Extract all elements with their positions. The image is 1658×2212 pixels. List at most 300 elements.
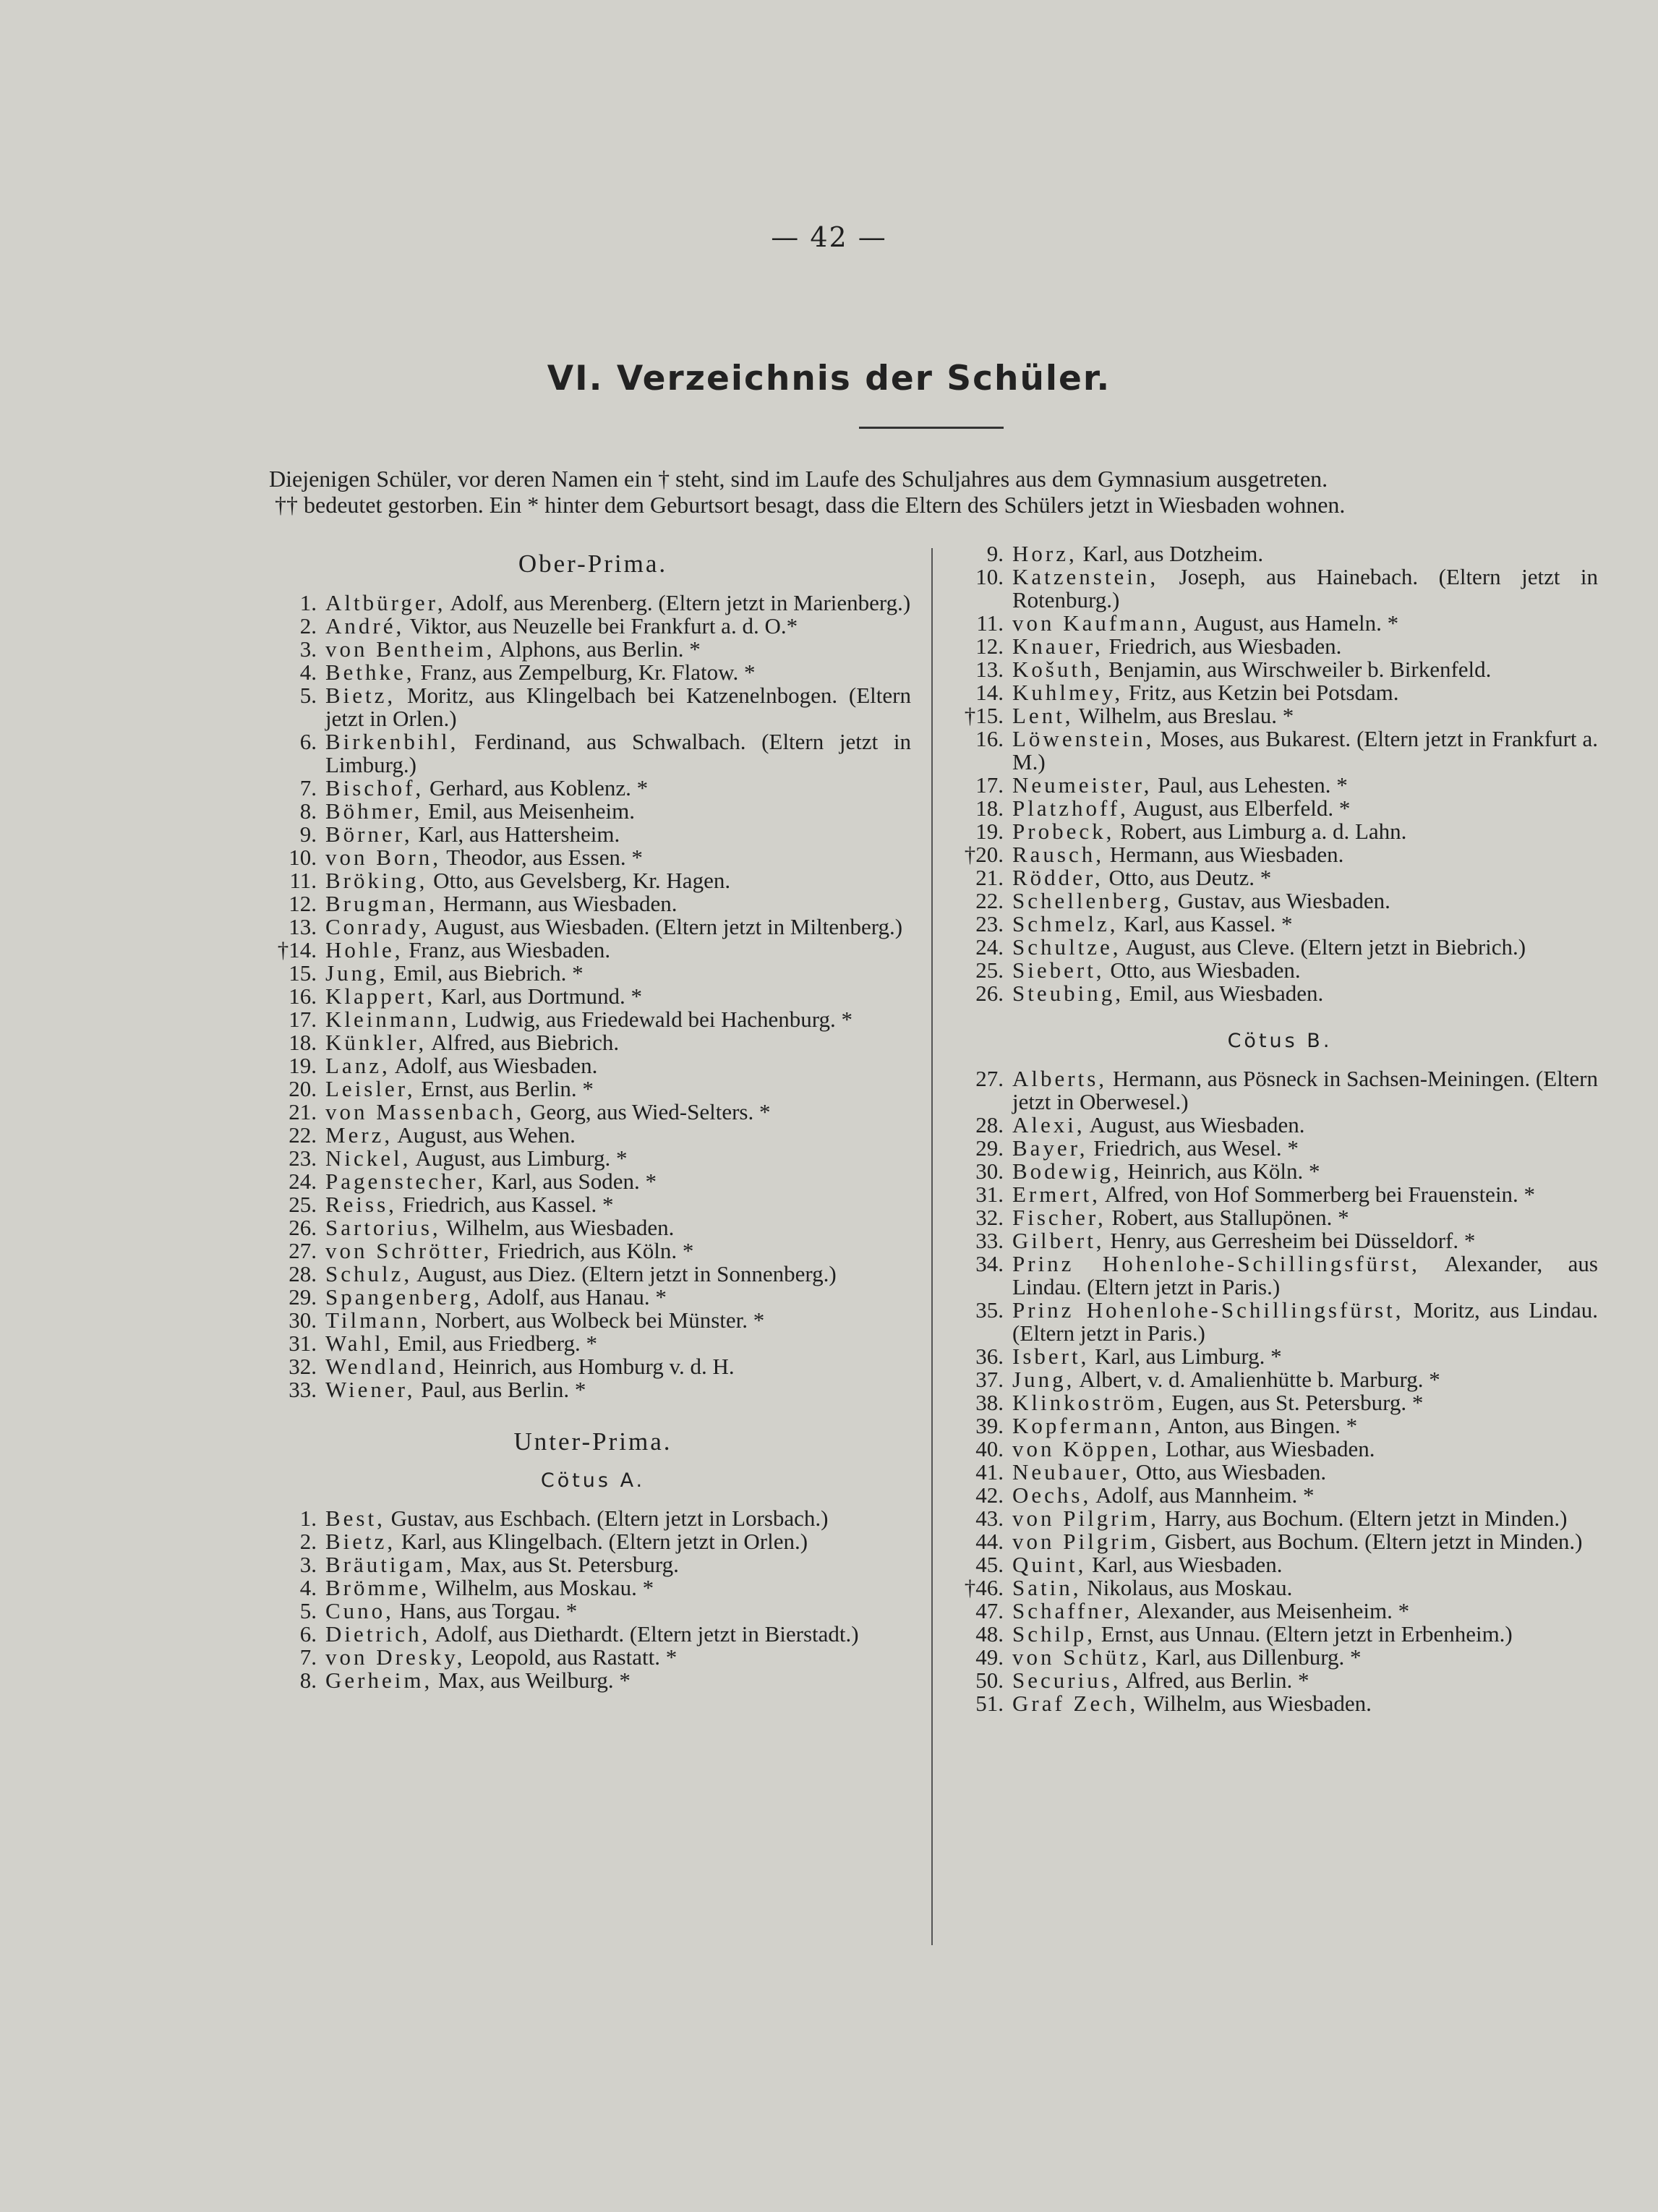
- student-name: Löwenstein,: [1012, 726, 1155, 751]
- entry-number: 27.: [975, 1066, 1004, 1091]
- entry-text: [1012, 727, 1598, 774]
- list-item: [275, 1576, 911, 1600]
- student-name: Schulz,: [325, 1261, 413, 1286]
- student-name: Fischer,: [1012, 1205, 1106, 1230]
- student-details: Wilhelm, aus Wiesbaden.: [1138, 1691, 1372, 1716]
- student-details: Moritz, aus Lindau. (Eltern jetzt in Paris.): [1012, 1297, 1598, 1346]
- list-item: [275, 915, 911, 939]
- entry-number: 38.: [975, 1390, 1004, 1415]
- student-details: Adolf, aus Wiesbaden.: [390, 1053, 598, 1078]
- entry-text: [1012, 1438, 1598, 1461]
- list-item: [962, 1484, 1598, 1507]
- student-details: Wilhelm, aus Breslau. *: [1073, 703, 1294, 728]
- student-details: Paul, aus Lehesten. *: [1152, 772, 1348, 798]
- student-details: Anton, aus Bingen. *: [1163, 1413, 1358, 1438]
- entry-text: [1012, 843, 1598, 866]
- student-details: August, aus Diez. (Eltern jetzt in Sonnenberg.): [412, 1261, 837, 1286]
- entry-number: 43.: [975, 1506, 1004, 1531]
- entry-text: [325, 869, 911, 892]
- entry-number: 39.: [975, 1413, 1004, 1438]
- entry-text: [325, 1263, 911, 1286]
- entry-number: 11.: [976, 610, 1004, 636]
- entry-text: [325, 1553, 911, 1576]
- student-details: Heinrich, aus Köln. *: [1121, 1158, 1320, 1184]
- student-name: Pagenstecher,: [325, 1169, 487, 1194]
- student-details: Nikolaus, aus Moskau.: [1081, 1575, 1293, 1600]
- list-item: [962, 1252, 1598, 1299]
- entry-number: 19.: [289, 1053, 317, 1078]
- list-item: [275, 869, 911, 892]
- student-name: Schmelz,: [1012, 911, 1119, 936]
- list-item: [275, 1193, 911, 1216]
- list-item: [962, 635, 1598, 658]
- list-item: [962, 1553, 1598, 1576]
- entry-text: [1012, 1530, 1598, 1553]
- entry-text: [325, 846, 911, 869]
- list-item: [962, 1114, 1598, 1137]
- entry-number: 48.: [975, 1621, 1004, 1647]
- entry-number: 24.: [975, 934, 1004, 960]
- list-item: [962, 982, 1598, 1005]
- entry-number: 5.: [299, 683, 317, 708]
- student-details: Georg, aus Wied-Selters. *: [524, 1099, 771, 1124]
- list-item: [962, 612, 1598, 635]
- student-details: Theodor, aus Essen. *: [441, 845, 643, 870]
- entry-text: [325, 1378, 911, 1401]
- student-name: Bischof,: [325, 775, 424, 800]
- list-item: [275, 661, 911, 684]
- list-item: [275, 1553, 911, 1576]
- student-name: Wiener,: [325, 1377, 416, 1402]
- entry-text: [1012, 1623, 1598, 1646]
- entry-number: 29.: [289, 1284, 317, 1310]
- list-item: [962, 1461, 1598, 1484]
- student-name: Börner,: [325, 821, 413, 847]
- entry-number: 19.: [975, 819, 1004, 844]
- student-name: Nickel,: [325, 1145, 411, 1171]
- student-details: Gustav, aus Eschbach. (Eltern jetzt in Lorsbach.): [385, 1506, 829, 1531]
- entry-text: [1012, 542, 1598, 565]
- list-item: [275, 1378, 911, 1401]
- entry-text: [1012, 1576, 1598, 1600]
- list-item: [275, 985, 911, 1008]
- student-details: Robert, aus Limburg a. d. Lahn.: [1114, 819, 1407, 844]
- list-item: [962, 1414, 1598, 1438]
- student-details: Franz, aus Wiesbaden.: [403, 937, 611, 962]
- student-details: Adolf, aus Diethardt. (Eltern jetzt in Bierstadt.): [430, 1621, 859, 1647]
- student-name: Lanz,: [325, 1053, 390, 1078]
- student-details: Ernst, aus Berlin. *: [415, 1076, 594, 1101]
- entry-number: 47.: [975, 1598, 1004, 1623]
- list-item: [962, 1507, 1598, 1530]
- entry-text: [1012, 1229, 1598, 1252]
- list-item: [962, 1646, 1598, 1669]
- student-details: Norbert, aus Wolbeck bei Münster. *: [429, 1307, 765, 1333]
- entry-text: [325, 730, 911, 777]
- list-item: [275, 1309, 911, 1332]
- student-details: Ludwig, aus Friedewald bei Hachenburg. *: [459, 1007, 853, 1032]
- entry-text: [1012, 1160, 1598, 1183]
- entry-text: [325, 1286, 911, 1309]
- student-name: Altbürger,: [325, 590, 446, 615]
- entry-text: [1012, 1600, 1598, 1623]
- entry-text: [1012, 1299, 1598, 1345]
- entry-number: 4.: [299, 1575, 317, 1600]
- entry-text: [1012, 774, 1598, 797]
- student-details: August, aus Hameln. *: [1189, 610, 1399, 636]
- page-number: — 42 —: [771, 221, 887, 253]
- list-item: [962, 658, 1598, 681]
- student-details: Friedrich, aus Köln. *: [492, 1238, 694, 1263]
- list-item: [962, 866, 1598, 889]
- entry-number: 2.: [299, 613, 317, 639]
- entry-text: [325, 638, 911, 661]
- list-item: [275, 730, 911, 777]
- student-name: Sartorius,: [325, 1215, 441, 1240]
- entry-text: [325, 1623, 911, 1646]
- student-name: Cuno,: [325, 1598, 394, 1623]
- student-name: Steubing,: [1012, 981, 1124, 1006]
- entry-text: [1012, 982, 1598, 1005]
- student-name: von Bentheim,: [325, 636, 495, 662]
- entry-number: 44.: [975, 1529, 1004, 1554]
- section-title-ober-prima: Ober-Prima.: [518, 550, 668, 578]
- left-column: [275, 542, 911, 1692]
- student-details: Friedrich, aus Wesel. *: [1087, 1135, 1299, 1161]
- student-details: Harry, aus Bochum. (Eltern jetzt in Minden.): [1159, 1506, 1568, 1531]
- student-details: Heinrich, aus Homburg v. d. H.: [447, 1354, 735, 1379]
- entry-number: †14.: [277, 937, 317, 962]
- list-item: [275, 684, 911, 730]
- entry-number: 20.: [289, 1076, 317, 1101]
- entry-text: [325, 615, 911, 638]
- entry-number: 23.: [289, 1145, 317, 1171]
- student-details: Otto, aus Wiesbaden.: [1104, 957, 1301, 983]
- entry-text: [325, 777, 911, 800]
- student-details: Adolf, aus Merenberg. (Eltern jetzt in Marienberg.): [445, 590, 911, 615]
- entry-text: [1012, 1391, 1598, 1414]
- student-details: Benjamin, aus Wirschweiler b. Birkenfeld.: [1103, 657, 1492, 682]
- student-name: Dietrich,: [325, 1621, 431, 1647]
- student-details: Karl, aus Soden. *: [486, 1169, 657, 1194]
- student-details: Adolf, aus Mannheim. *: [1091, 1482, 1315, 1508]
- list-item: [275, 1646, 911, 1669]
- student-details: Otto, aus Deutz. *: [1103, 865, 1272, 890]
- entry-text: [1012, 1252, 1598, 1299]
- entry-text: [1012, 1414, 1598, 1438]
- student-name: Bietz,: [325, 683, 396, 708]
- entry-number: 27.: [289, 1238, 317, 1263]
- list-item: [962, 936, 1598, 959]
- student-name: Schilp,: [1012, 1621, 1095, 1647]
- list-item: [962, 1669, 1598, 1692]
- entry-text: [1012, 959, 1598, 982]
- list-item: [962, 1067, 1598, 1114]
- student-details: Joseph, aus Hainebach. (Eltern jetzt in Rotenburg.): [1012, 564, 1598, 612]
- entry-text: [325, 1077, 911, 1101]
- right-column: [962, 542, 1598, 1715]
- entry-number: 18.: [975, 795, 1004, 821]
- entry-number: 30.: [289, 1307, 317, 1333]
- student-details: Alfred, von Hof Sommerberg bei Frauenstein. *: [1100, 1182, 1536, 1207]
- entry-text: [1012, 820, 1598, 843]
- student-details: Gustav, aus Wiesbaden.: [1172, 888, 1390, 913]
- student-name: Bröking,: [325, 868, 428, 893]
- student-name: Reiss,: [325, 1192, 397, 1217]
- student-details: Karl, aus Dillenburg. *: [1150, 1644, 1362, 1670]
- entry-number: †15.: [964, 703, 1004, 728]
- list-item: [962, 1137, 1598, 1160]
- student-name: von Pilgrim,: [1012, 1529, 1160, 1554]
- entry-number: 49.: [975, 1644, 1004, 1670]
- list-item: [962, 889, 1598, 913]
- page-title: VI. Verzeichnis der Schüler.: [547, 359, 1111, 398]
- entry-number: 23.: [975, 911, 1004, 936]
- title-rule: [859, 427, 1004, 429]
- entry-text: [325, 1530, 911, 1553]
- entry-number: 9.: [299, 821, 317, 847]
- entry-number: 32.: [975, 1205, 1004, 1230]
- list-item: [962, 542, 1598, 565]
- student-name: Merz,: [325, 1122, 393, 1148]
- student-details: Paul, aus Berlin. *: [415, 1377, 586, 1402]
- entry-number: 31.: [975, 1182, 1004, 1207]
- student-details: Ernst, aus Unnau. (Eltern jetzt in Erbenheim.): [1095, 1621, 1513, 1647]
- student-details: August, aus Cleve. (Eltern jetzt in Biebrich.): [1121, 934, 1526, 960]
- student-name: Isbert,: [1012, 1344, 1090, 1369]
- student-name: Ermert,: [1012, 1182, 1101, 1207]
- student-details: Alfred, aus Biebrich.: [427, 1030, 620, 1055]
- student-details: Hermann, aus Wiesbaden.: [1104, 842, 1344, 867]
- list-item: [962, 1576, 1598, 1600]
- student-details: Eugen, aus St. Petersburg. *: [1166, 1390, 1424, 1415]
- student-name: Jung,: [325, 960, 388, 986]
- student-name: von Pilgrim,: [1012, 1506, 1160, 1531]
- intro-note: [269, 466, 1599, 518]
- student-details: Wilhelm, aus Wiesbaden.: [440, 1215, 675, 1240]
- entry-number: 25.: [289, 1192, 317, 1217]
- entry-number: 36.: [975, 1344, 1004, 1369]
- entry-number: 16.: [289, 983, 317, 1009]
- student-name: Prinz Hohenlohe-Schillingsfürst,: [1012, 1297, 1404, 1323]
- entry-number: 45.: [975, 1552, 1004, 1577]
- entry-text: [325, 1170, 911, 1193]
- entry-text: [325, 1507, 911, 1530]
- entry-text: [325, 1216, 911, 1239]
- entry-number: 24.: [289, 1169, 317, 1194]
- list-item: [962, 1206, 1598, 1229]
- student-name: Leisler,: [325, 1076, 416, 1101]
- list-item: [275, 1147, 911, 1170]
- student-name: Conrady,: [325, 914, 430, 939]
- entry-text: [325, 684, 911, 730]
- student-details: Emil, aus Biebrich. *: [388, 960, 584, 986]
- list-item: [275, 1623, 911, 1646]
- student-name: Bräutigam,: [325, 1552, 455, 1577]
- student-name: Spangenberg,: [325, 1284, 483, 1310]
- student-name: von Schütz,: [1012, 1644, 1150, 1670]
- entry-number: 4.: [299, 659, 317, 685]
- entry-number: 37.: [975, 1367, 1004, 1392]
- entry-text: [325, 1355, 911, 1378]
- entry-text: [1012, 1206, 1598, 1229]
- list-item: [275, 1286, 911, 1309]
- subsection-title-coetus-b: Cötus B.: [1227, 1030, 1333, 1052]
- entry-number: 22.: [975, 888, 1004, 913]
- student-name: Bodewig,: [1012, 1158, 1122, 1184]
- entry-text: [325, 1309, 911, 1332]
- coetus-a-list-part-1: [275, 1507, 911, 1692]
- student-details: Emil, aus Friedberg. *: [392, 1331, 597, 1356]
- student-name: Kuhlmey,: [1012, 680, 1124, 705]
- coetus-b-list: [962, 1067, 1598, 1715]
- entry-number: 21.: [975, 865, 1004, 890]
- student-name: Rödder,: [1012, 865, 1103, 890]
- entry-text: [1012, 681, 1598, 704]
- student-name: Schellenberg,: [1012, 888, 1173, 913]
- list-item: [275, 846, 911, 869]
- list-item: [275, 892, 911, 915]
- entry-number: 21.: [289, 1099, 317, 1124]
- student-name: Neubauer,: [1012, 1459, 1130, 1485]
- student-details: Adolf, aus Hanau. *: [482, 1284, 667, 1310]
- entry-number: 32.: [289, 1354, 317, 1379]
- entry-text: [325, 1669, 911, 1692]
- entry-text: [1012, 866, 1598, 889]
- list-item: [275, 1239, 911, 1263]
- list-item: [275, 1263, 911, 1286]
- entry-text: [325, 1576, 911, 1600]
- list-item: [962, 1438, 1598, 1461]
- entry-number: 22.: [289, 1122, 317, 1148]
- entry-text: [1012, 1114, 1598, 1137]
- entry-text: [325, 1600, 911, 1623]
- student-name: Graf Zech,: [1012, 1691, 1139, 1716]
- entry-number: 5.: [299, 1598, 317, 1623]
- entry-text: [1012, 635, 1598, 658]
- entry-number: 6.: [299, 1621, 317, 1647]
- entry-text: [1012, 1484, 1598, 1507]
- entry-number: 10.: [289, 845, 317, 870]
- student-name: Horz,: [1012, 541, 1077, 566]
- student-details: Alexander, aus Lindau. (Eltern jetzt in Paris.): [1012, 1251, 1598, 1299]
- list-item: [275, 592, 911, 615]
- entry-text: [1012, 1183, 1598, 1206]
- list-item: [962, 1368, 1598, 1391]
- list-item: [275, 1101, 911, 1124]
- student-name: Quint,: [1012, 1552, 1087, 1577]
- list-item: [962, 565, 1598, 612]
- entry-number: 26.: [289, 1215, 317, 1240]
- student-details: Karl, aus Hattersheim.: [412, 821, 620, 847]
- entry-text: [325, 1332, 911, 1355]
- entry-number: 30.: [975, 1158, 1004, 1184]
- student-details: Karl, aus Dotzheim.: [1077, 541, 1264, 566]
- entry-text: [325, 800, 911, 823]
- list-item: [962, 1530, 1598, 1553]
- student-name: Gerheim,: [325, 1667, 433, 1693]
- student-details: Karl, aus Kassel. *: [1118, 911, 1293, 936]
- entry-number: 9.: [986, 541, 1004, 566]
- student-name: Tilmann,: [325, 1307, 430, 1333]
- entry-number: 2.: [299, 1529, 317, 1554]
- student-details: Gerhard, aus Koblenz. *: [424, 775, 649, 800]
- list-item: [962, 704, 1598, 727]
- student-details: Robert, aus Stallupönen. *: [1106, 1205, 1349, 1230]
- student-name: von Schrötter,: [325, 1238, 492, 1263]
- entry-number: 13.: [289, 914, 317, 939]
- list-item: [962, 1692, 1598, 1715]
- entry-number: 33.: [289, 1377, 317, 1402]
- entry-number: 16.: [975, 726, 1004, 751]
- entry-number: 7.: [299, 775, 317, 800]
- list-item: [962, 1160, 1598, 1183]
- student-name: Alberts,: [1012, 1066, 1108, 1091]
- entry-number: 41.: [975, 1459, 1004, 1485]
- entry-number: 42.: [975, 1482, 1004, 1508]
- entry-number: 50.: [975, 1667, 1004, 1693]
- student-name: André,: [325, 613, 405, 639]
- list-item: [962, 913, 1598, 936]
- entry-text: [325, 592, 911, 615]
- list-item: [275, 1124, 911, 1147]
- entry-text: [325, 939, 911, 962]
- entry-number: †20.: [964, 842, 1004, 867]
- student-name: Neumeister,: [1012, 772, 1153, 798]
- entry-number: 17.: [975, 772, 1004, 798]
- student-name: Birkenbihl,: [325, 729, 459, 754]
- student-details: Otto, aus Gevelsberg, Kr. Hagen.: [427, 868, 731, 893]
- entry-text: [1012, 612, 1598, 635]
- student-details: August, aus Wiesbaden.: [1085, 1112, 1305, 1137]
- list-item: [962, 681, 1598, 704]
- student-details: Fritz, aus Ketzin bei Potsdam.: [1123, 680, 1399, 705]
- entry-number: 35.: [975, 1297, 1004, 1323]
- student-name: Platzhoff,: [1012, 795, 1129, 821]
- entry-text: [325, 892, 911, 915]
- entry-text: [325, 1646, 911, 1669]
- list-item: [275, 1077, 911, 1101]
- entry-text: [1012, 1067, 1598, 1114]
- student-details: Albert, v. d. Amalienhütte b. Marburg. *: [1074, 1367, 1440, 1392]
- entry-number: 8.: [299, 798, 317, 824]
- entry-number: 14.: [975, 680, 1004, 705]
- list-item: [275, 1054, 911, 1077]
- student-details: Friedrich, aus Wiesbaden.: [1103, 633, 1342, 659]
- student-details: Hermann, aus Pösneck in Sachsen-Meiningen. (Eltern jetzt in Oberwesel.): [1012, 1066, 1598, 1114]
- student-name: Künkler,: [325, 1030, 427, 1055]
- entry-text: [325, 962, 911, 985]
- entry-number: 15.: [289, 960, 317, 986]
- entry-text: [1012, 1507, 1598, 1530]
- student-details: August, aus Wiesbaden. (Eltern jetzt in Miltenberg.): [430, 914, 903, 939]
- student-name: Best,: [325, 1506, 385, 1531]
- student-details: Moses, aus Bukarest. (Eltern jetzt in Frankfurt a. M.): [1012, 726, 1598, 774]
- student-name: Böhmer,: [325, 798, 423, 824]
- student-details: Moritz, aus Klingelbach bei Katzenelnbogen. (Eltern jetzt in Orlen.): [325, 683, 911, 731]
- student-name: Probeck,: [1012, 819, 1115, 844]
- list-item: [962, 1345, 1598, 1368]
- ober-prima-list: [275, 592, 911, 1401]
- student-name: Klinkoström,: [1012, 1390, 1166, 1415]
- student-name: Oechs,: [1012, 1482, 1092, 1508]
- column-divider: [931, 548, 933, 1945]
- student-name: von Köppen,: [1012, 1436, 1161, 1461]
- student-name: Hohle,: [325, 937, 403, 962]
- student-details: Max, aus St. Petersburg.: [454, 1552, 679, 1577]
- list-item: [962, 843, 1598, 866]
- intro-line-1: Diejenigen Schüler, vor deren Namen ein † steht, sind im Laufe des Schuljahres aus dem Gymnasium ausgetreten.: [269, 466, 1328, 492]
